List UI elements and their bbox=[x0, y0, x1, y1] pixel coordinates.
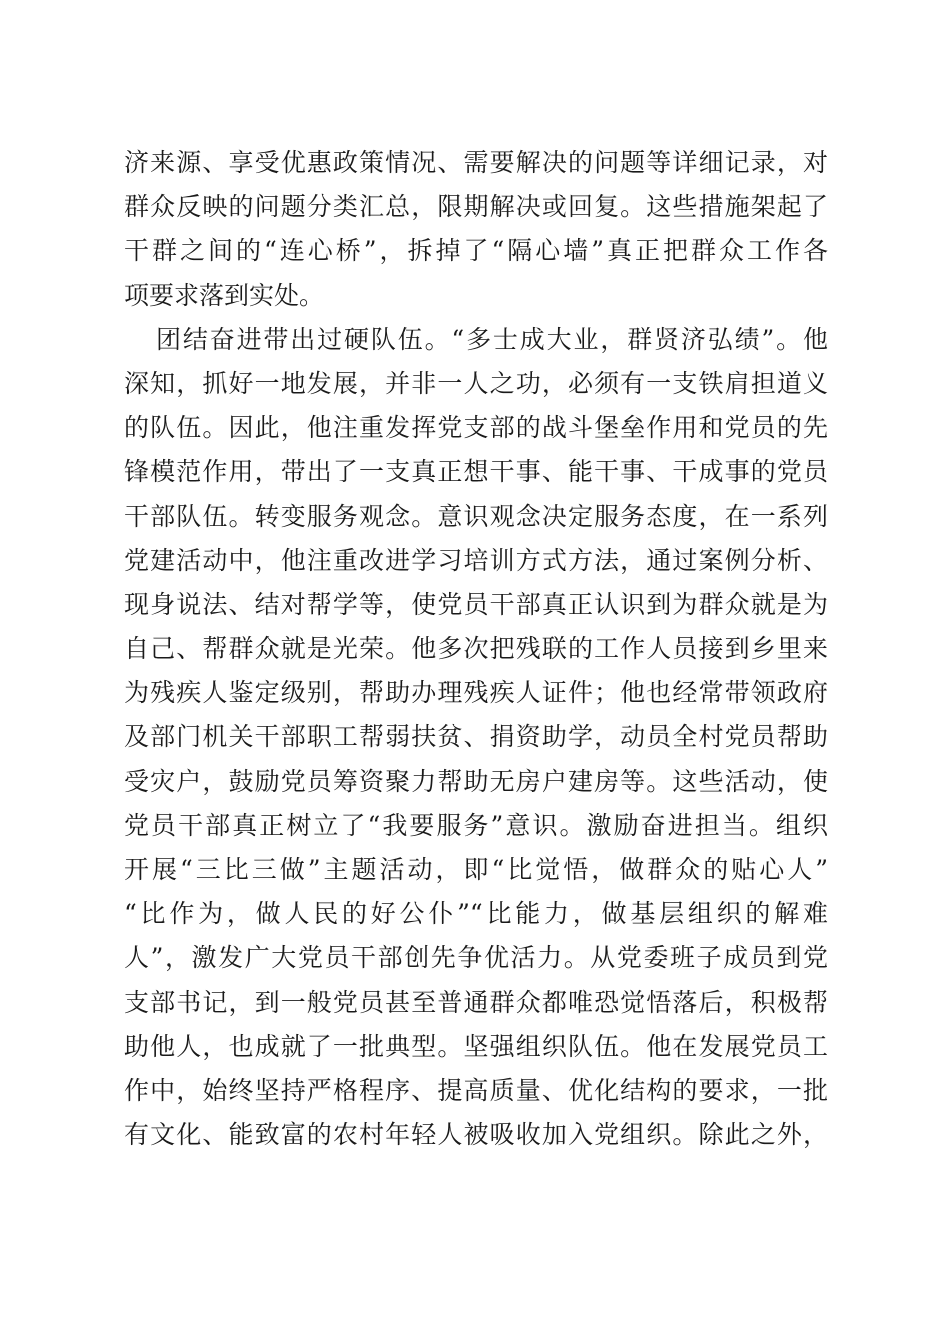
text-line: 济来源、享受优惠政策情况、需要解决的问题等详细记录，对 bbox=[124, 148, 828, 177]
text-line: 人”，激发广大党员干部创先争优活力。从党委班子成员到党 bbox=[124, 943, 828, 973]
text-line: 干部队伍。转变服务观念。意识观念决定服务态度，在一系列 bbox=[124, 501, 828, 531]
text-line: 自己、帮群众就是光荣。他多次把残联的工作人员接到乡里来 bbox=[124, 634, 828, 664]
text-line: 及部门机关干部职工帮弱扶贫、捐资助学，动员全村党员帮助 bbox=[124, 722, 828, 752]
text-line: 干群之间的“连心桥”，拆掉了“隔心墙”真正把群众工作各 bbox=[124, 236, 828, 266]
text-line: 深知，抓好一地发展，并非一人之功，必须有一支铁肩担道义 bbox=[124, 368, 828, 398]
document-body bbox=[124, 141, 828, 1157]
text-line: 支部书记，到一般党员甚至普通群众都唯恐觉悟落后，积极帮 bbox=[124, 987, 828, 1017]
text-line: 锋模范作用，带出了一支真正想干事、能干事、干成事的党员 bbox=[124, 457, 828, 487]
text-line: 受灾户，鼓励党员筹资聚力帮助无房户建房等。这些活动，使 bbox=[124, 766, 828, 796]
text-line: 助他人，也成就了一批典型。坚强组织队伍。他在发展党员工 bbox=[124, 1031, 828, 1061]
text-line: 为残疾人鉴定级别，帮助办理残疾人证件；他也经常带领政府 bbox=[124, 678, 828, 708]
text-line: 党员干部真正树立了“我要服务”意识。激励奋进担当。组织 bbox=[124, 810, 828, 840]
text-line: 现身说法、结对帮学等，使党员干部真正认识到为群众就是为 bbox=[124, 589, 828, 619]
text-line: “比作为，做人民的好公仆”“比能力，做基层组织的解难 bbox=[124, 899, 828, 929]
text-line: 作中，始终坚持严格程序、提高质量、优化结构的要求，一批 bbox=[124, 1075, 828, 1105]
text-line: 群众反映的问题分类汇总，限期解决或回复。这些措施架起了 bbox=[124, 192, 828, 222]
paragraph-last-line: 项要求落到实处。 bbox=[124, 280, 325, 310]
text-line: 党建活动中，他注重改进学习培训方式方法，通过案例分析、 bbox=[124, 545, 828, 575]
paragraph-first-line: 团结奋进带出过硬队伍。“多士成大业，群贤济弘绩”。他 bbox=[156, 324, 828, 354]
text-line: 有文化、能致富的农村年轻人被吸收加入党组织。除此之外， bbox=[124, 1120, 828, 1150]
text-line: 开展“三比三做”主题活动，即“比觉悟，做群众的贴心人” bbox=[124, 855, 828, 884]
text-line: 的队伍。因此，他注重发挥党支部的战斗堡垒作用和党员的先 bbox=[124, 413, 828, 443]
